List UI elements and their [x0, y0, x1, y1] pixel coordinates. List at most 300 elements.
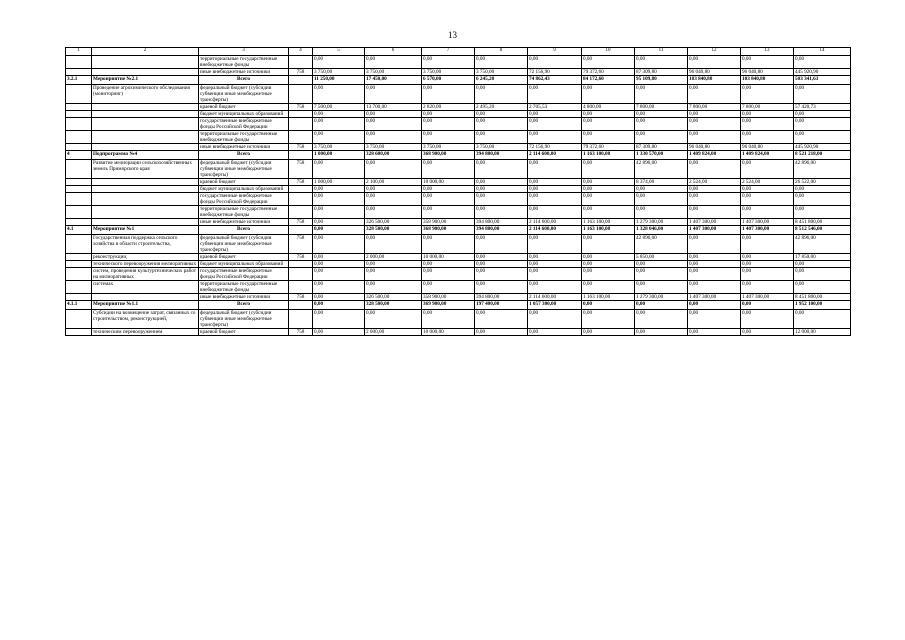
- table-cell: [66, 281, 92, 294]
- table-cell: 0,00: [313, 85, 365, 104]
- table-cell: 0,00: [794, 310, 851, 329]
- table-cell: 326 500,00: [365, 294, 422, 301]
- table-cell: [289, 193, 313, 206]
- table-cell: 0,00: [365, 310, 422, 329]
- table-row: [66, 69, 851, 76]
- table-cell: иные внебюджетные источники: [199, 219, 289, 226]
- table-cell: 0,00: [582, 281, 635, 294]
- table-cell: 0,00: [313, 310, 365, 329]
- table-cell: 8 451 800,00: [794, 219, 851, 226]
- table-cell: [289, 301, 313, 310]
- table-cell: 42 896,00: [635, 160, 688, 179]
- table-cell: 0,00: [635, 131, 688, 144]
- table-row: [66, 76, 851, 85]
- table-cell: территориальные государственные внебюджетные фонды: [199, 206, 289, 219]
- header-cell: 4: [289, 48, 313, 56]
- table-row: [66, 206, 851, 219]
- table-cell: 0,00: [528, 261, 582, 268]
- table-row: [66, 294, 851, 301]
- table-cell: [289, 261, 313, 268]
- table-cell: 0,00: [313, 111, 365, 118]
- table-cell: 0,00: [794, 56, 851, 69]
- table-row: [66, 281, 851, 294]
- table-row: [66, 301, 851, 310]
- table-cell: бюджет муниципальных образований: [199, 111, 289, 118]
- table-cell: 0,00: [365, 268, 422, 281]
- table-cell: 0,00: [365, 160, 422, 179]
- table-cell: 0,00: [688, 131, 741, 144]
- table-cell: 10 000,00: [422, 329, 475, 336]
- table-cell: 0,00: [741, 254, 794, 261]
- table-cell: 7 800,00: [635, 104, 688, 111]
- table-cell: 8 374,00: [635, 179, 688, 186]
- table-cell: 0,00: [794, 268, 851, 281]
- table-cell: 0,00: [582, 179, 635, 186]
- table-cell: 0,00: [688, 85, 741, 104]
- header-cell: 13: [741, 48, 794, 56]
- table-cell: техническим перевооружением: [92, 329, 199, 336]
- table-cell: 4 800,00: [582, 104, 635, 111]
- table-cell: [289, 118, 313, 131]
- table-cell: 0,00: [422, 131, 475, 144]
- table-row: [66, 131, 851, 144]
- table-cell: [92, 69, 199, 76]
- table-cell: 0,00: [422, 268, 475, 281]
- table-cell: 0,00: [688, 329, 741, 336]
- table-cell: 2 114 600,00: [528, 294, 582, 301]
- header-cell: 5: [313, 48, 365, 56]
- table-cell: 2 114 600,00: [528, 226, 582, 235]
- table-cell: государственные внебюджетные фонды Российской Федерации: [199, 193, 289, 206]
- table-cell: [289, 131, 313, 144]
- table-cell: 0,00: [528, 131, 582, 144]
- table-cell: 0,00: [741, 281, 794, 294]
- table-cell: 0,00: [313, 268, 365, 281]
- table-cell: краевой бюджет: [199, 254, 289, 261]
- table-cell: 0,00: [528, 118, 582, 131]
- table-cell: 72 156,90: [528, 144, 582, 151]
- table-cell: 1 000,00: [313, 179, 365, 186]
- table-cell: 95 109,80: [635, 76, 688, 85]
- table-cell: 368 900,00: [422, 226, 475, 235]
- table-cell: 0,00: [365, 118, 422, 131]
- table-cell: 1 409 824,00: [688, 151, 741, 160]
- table-cell: 3 750,00: [475, 69, 528, 76]
- table-cell: 0,00: [794, 85, 851, 104]
- table-cell: 1 407 300,00: [741, 226, 794, 235]
- table-cell: [66, 219, 92, 226]
- table-row: [66, 85, 851, 104]
- table-cell: 0,00: [688, 261, 741, 268]
- table-row: [66, 151, 851, 160]
- table-cell: [66, 193, 92, 206]
- table-cell: 1 000,00: [313, 151, 365, 160]
- table-cell: [289, 281, 313, 294]
- table-cell: 0,00: [313, 329, 365, 336]
- table-cell: реконструкции,: [92, 254, 199, 261]
- table-cell: 0,00: [313, 235, 365, 254]
- table-cell: 0,00: [688, 186, 741, 193]
- table-cell: 0,00: [582, 206, 635, 219]
- table-cell: Государственная поддержка сельского хозяйства в области строительства,: [92, 235, 199, 254]
- table-cell: [92, 294, 199, 301]
- table-row: [66, 268, 851, 281]
- table-cell: [66, 294, 92, 301]
- table-row: [66, 179, 851, 186]
- table-cell: 0,00: [635, 111, 688, 118]
- table-cell: 0,00: [313, 206, 365, 219]
- table-cell: 17 450,00: [365, 76, 422, 85]
- table-cell: 3 750,00: [422, 69, 475, 76]
- table-cell: 0,00: [688, 193, 741, 206]
- table-cell: 0,00: [582, 160, 635, 179]
- table-cell: 0,00: [688, 118, 741, 131]
- table-cell: 42 896,00: [635, 235, 688, 254]
- table-cell: 1 279 300,00: [635, 294, 688, 301]
- table-cell: [289, 85, 313, 104]
- table-cell: 4.1: [66, 226, 92, 235]
- table-cell: 0,00: [635, 301, 688, 310]
- table-cell: [66, 310, 92, 329]
- table-cell: 0,00: [741, 310, 794, 329]
- table-cell: 0,00: [528, 206, 582, 219]
- table-cell: [66, 85, 92, 104]
- table-cell: 1 163 100,00: [582, 226, 635, 235]
- table-cell: 2 820,00: [422, 104, 475, 111]
- table-cell: 0,00: [794, 261, 851, 268]
- table-cell: [289, 151, 313, 160]
- table-cell: 1 279 300,00: [635, 219, 688, 226]
- table-cell: 0,00: [741, 85, 794, 104]
- table-row: [66, 226, 851, 235]
- table-cell: 0,00: [528, 186, 582, 193]
- table-cell: 0,00: [475, 85, 528, 104]
- table-cell: 0,00: [313, 160, 365, 179]
- table-cell: 0,00: [741, 118, 794, 131]
- table-row: [66, 261, 851, 268]
- table-cell: 758: [289, 144, 313, 151]
- table-cell: 0,00: [582, 254, 635, 261]
- table-cell: 0,00: [582, 268, 635, 281]
- table-cell: 13 700,00: [365, 104, 422, 111]
- table-cell: [289, 76, 313, 85]
- table-cell: 0,00: [365, 186, 422, 193]
- table-row: [66, 193, 851, 206]
- table-cell: 1 409 824,00: [741, 151, 794, 160]
- table-row: [66, 186, 851, 193]
- table-cell: 87 309,80: [635, 144, 688, 151]
- table-cell: 3 750,00: [313, 69, 365, 76]
- table-cell: 394 800,00: [475, 226, 528, 235]
- table-cell: 0,00: [635, 281, 688, 294]
- table-cell: технического перевооружения мелиоративных: [92, 261, 199, 268]
- table-cell: [66, 69, 92, 76]
- table-cell: 10 000,00: [422, 179, 475, 186]
- table-cell: 0,00: [422, 118, 475, 131]
- table-cell: 0,00: [475, 179, 528, 186]
- table-cell: 0,00: [365, 235, 422, 254]
- table-cell: 0,00: [582, 193, 635, 206]
- table-cell: 758: [289, 160, 313, 179]
- table-cell: [66, 118, 92, 131]
- table-cell: 0,00: [313, 193, 365, 206]
- table-cell: [66, 131, 92, 144]
- table-cell: 3 750,00: [365, 144, 422, 151]
- header-cell: 6: [365, 48, 422, 56]
- table-cell: 758: [289, 104, 313, 111]
- table-cell: 0,00: [528, 111, 582, 118]
- table-cell: 0,00: [475, 329, 528, 336]
- table-cell: 3 750,00: [422, 144, 475, 151]
- table-row: [66, 219, 851, 226]
- table-cell: 0,00: [422, 186, 475, 193]
- table-cell: 758: [289, 235, 313, 254]
- table-cell: иные внебюджетные источники: [199, 294, 289, 301]
- table-cell: [92, 118, 199, 131]
- table-cell: 0,00: [794, 118, 851, 131]
- table-cell: 0,00: [528, 310, 582, 329]
- table-cell: 0,00: [741, 160, 794, 179]
- header-cell: 12: [688, 48, 741, 56]
- table-cell: 0,00: [313, 261, 365, 268]
- table-cell: 368 900,00: [422, 151, 475, 160]
- table-cell: 369 900,00: [422, 301, 475, 310]
- table-cell: 328 600,00: [365, 151, 422, 160]
- table-cell: территориальные государственные внебюджетные фонды: [199, 281, 289, 294]
- table-cell: 3 750,00: [313, 144, 365, 151]
- table-cell: [66, 160, 92, 179]
- table-cell: 0,00: [475, 206, 528, 219]
- table-cell: 6 570,00: [422, 76, 475, 85]
- table-cell: государственные внебюджетные фонды Российской Федерации: [199, 118, 289, 131]
- table-cell: 87 309,80: [635, 69, 688, 76]
- header-row: [66, 48, 851, 56]
- header-cell: 2: [92, 48, 199, 56]
- table-cell: 2 524,00: [688, 179, 741, 186]
- table-cell: [92, 219, 199, 226]
- table-cell: 0,00: [741, 329, 794, 336]
- table-cell: 0,00: [582, 111, 635, 118]
- table-cell: 758: [289, 69, 313, 76]
- table-cell: 96 040,80: [688, 144, 741, 151]
- table-cell: [66, 254, 92, 261]
- table-cell: [92, 56, 199, 69]
- table-cell: 0,00: [422, 56, 475, 69]
- table-cell: 0,00: [582, 118, 635, 131]
- table-cell: 42 896,00: [794, 235, 851, 254]
- table-cell: 0,00: [741, 235, 794, 254]
- budget-table: [65, 47, 851, 336]
- table-cell: 0,00: [635, 206, 688, 219]
- table-cell: иные внебюджетные источники: [199, 69, 289, 76]
- table-cell: 3 750,00: [365, 69, 422, 76]
- table-cell: 0,00: [794, 131, 851, 144]
- table-cell: федеральный бюджет (субсидии субвенции иные межбюджетные трансферты): [199, 310, 289, 329]
- table-cell: 0,00: [422, 111, 475, 118]
- table-row: [66, 144, 851, 151]
- table-cell: 6 245,20: [475, 76, 528, 85]
- table-cell: 10 000,00: [422, 254, 475, 261]
- table-cell: Мероприятие №1.1: [92, 301, 199, 310]
- table-cell: 0,00: [688, 268, 741, 281]
- table-cell: 445 920,90: [794, 144, 851, 151]
- table-cell: 0,00: [313, 294, 365, 301]
- table-cell: 0,00: [422, 160, 475, 179]
- table-cell: 0,00: [422, 235, 475, 254]
- table-cell: 758: [289, 329, 313, 336]
- table-cell: 1 163 100,00: [582, 294, 635, 301]
- table-cell: 7 800,00: [741, 104, 794, 111]
- table-cell: территориальные государственные внебюджетные фонды: [199, 56, 289, 69]
- table-cell: системах: [92, 281, 199, 294]
- table-cell: [92, 206, 199, 219]
- table-cell: Всего: [199, 301, 289, 310]
- table-cell: 0,00: [635, 261, 688, 268]
- table-cell: 0,00: [365, 56, 422, 69]
- table-body: [66, 48, 851, 336]
- table-cell: Всего: [199, 151, 289, 160]
- table-cell: 0,00: [635, 193, 688, 206]
- table-cell: федеральный бюджет (субсидии субвенции иные межбюджетные трансферты): [199, 235, 289, 254]
- table-cell: 0,00: [528, 329, 582, 336]
- table-cell: [92, 193, 199, 206]
- table-cell: 1 057 300,00: [528, 301, 582, 310]
- table-cell: 0,00: [635, 56, 688, 69]
- table-cell: 11 250,00: [313, 76, 365, 85]
- table-cell: [66, 56, 92, 69]
- table-cell: 197 400,00: [475, 301, 528, 310]
- table-row: [66, 111, 851, 118]
- table-cell: [92, 144, 199, 151]
- table-cell: [66, 104, 92, 111]
- table-cell: 0,00: [741, 268, 794, 281]
- table-cell: 0,00: [475, 160, 528, 179]
- table-cell: [66, 268, 92, 281]
- table-cell: [92, 111, 199, 118]
- table-cell: Всего: [199, 226, 289, 235]
- table-cell: 0,00: [475, 193, 528, 206]
- table-cell: 394 800,00: [475, 151, 528, 160]
- header-cell: 10: [582, 48, 635, 56]
- table-cell: 0,00: [528, 179, 582, 186]
- table-cell: 3.2.1: [66, 76, 92, 85]
- table-row: [66, 104, 851, 111]
- table-cell: Всего: [199, 76, 289, 85]
- table-cell: 96 040,80: [741, 69, 794, 76]
- table-cell: [289, 56, 313, 69]
- table-cell: 0,00: [688, 301, 741, 310]
- table-row: [66, 329, 851, 336]
- table-cell: 72 156,90: [528, 69, 582, 76]
- table-cell: Проведение агрохимического обследования (мониторинг): [92, 85, 199, 104]
- table-cell: 0,00: [794, 186, 851, 193]
- table-cell: 8 521 218,00: [794, 151, 851, 160]
- table-cell: [289, 206, 313, 219]
- table-cell: 0,00: [794, 111, 851, 118]
- table-cell: 0,00: [365, 206, 422, 219]
- table-cell: 503 341,63: [794, 76, 851, 85]
- table-cell: 0,00: [741, 56, 794, 69]
- table-cell: 358 900,00: [422, 294, 475, 301]
- table-cell: 0,00: [422, 310, 475, 329]
- table-cell: 758: [289, 254, 313, 261]
- table-cell: 2 114 600,00: [528, 219, 582, 226]
- table-cell: 0,00: [313, 254, 365, 261]
- table-cell: 0,00: [794, 281, 851, 294]
- table-cell: краевой бюджет: [199, 179, 289, 186]
- table-cell: краевой бюджет: [199, 104, 289, 111]
- table-row: [66, 254, 851, 261]
- table-cell: 0,00: [688, 254, 741, 261]
- header-cell: 8: [475, 48, 528, 56]
- table-cell: 7 800,00: [688, 104, 741, 111]
- table-cell: государственные внебюджетные фонды Российской Федерации: [199, 268, 289, 281]
- table-cell: [92, 186, 199, 193]
- table-row: [66, 56, 851, 69]
- table-cell: 0,00: [422, 281, 475, 294]
- table-cell: Мероприятие №1: [92, 226, 199, 235]
- table-cell: [66, 206, 92, 219]
- table-cell: 74 862,43: [528, 76, 582, 85]
- table-cell: 0,00: [422, 261, 475, 268]
- table-cell: 1 330 570,00: [635, 151, 688, 160]
- table-cell: федеральный бюджет (субсидии субвенции иные межбюджетные трансферты): [199, 85, 289, 104]
- table-cell: [66, 144, 92, 151]
- table-cell: 0,00: [528, 56, 582, 69]
- table-cell: 0,00: [528, 85, 582, 104]
- table-cell: 394 800,00: [475, 219, 528, 226]
- header-cell: 9: [528, 48, 582, 56]
- table-cell: 0,00: [741, 193, 794, 206]
- table-cell: [66, 235, 92, 254]
- header-cell: 3: [199, 48, 289, 56]
- table-cell: 0,00: [422, 85, 475, 104]
- table-cell: Развитие мелиорации сельскохозяйственных земель Приморского края: [92, 160, 199, 179]
- table-cell: [92, 131, 199, 144]
- table-cell: 0,00: [528, 235, 582, 254]
- table-cell: 0,00: [475, 118, 528, 131]
- table-cell: 0,00: [475, 56, 528, 69]
- table-cell: 2 100,00: [365, 179, 422, 186]
- table-cell: 96 040,80: [688, 69, 741, 76]
- table-cell: 103 840,80: [688, 76, 741, 85]
- table-cell: 1 407 300,00: [688, 219, 741, 226]
- header-cell: 14: [794, 48, 851, 56]
- table-cell: 1 407 300,00: [741, 219, 794, 226]
- table-cell: 0,00: [635, 310, 688, 329]
- table-cell: Мероприятие №2.1: [92, 76, 199, 85]
- table-cell: 1 163 100,00: [582, 151, 635, 160]
- table-cell: 0,00: [365, 131, 422, 144]
- table-cell: 0,00: [313, 131, 365, 144]
- table-cell: 4: [66, 151, 92, 160]
- table-cell: [289, 310, 313, 329]
- table-cell: 0,00: [635, 186, 688, 193]
- table-cell: 57 420,73: [794, 104, 851, 111]
- table-cell: краевой бюджет: [199, 329, 289, 336]
- table-cell: территориальные государственные внебюджетные фонды: [199, 131, 289, 144]
- table-cell: 0,00: [741, 261, 794, 268]
- table-cell: 328 500,00: [365, 226, 422, 235]
- table-cell: 0,00: [582, 85, 635, 104]
- table-cell: [289, 268, 313, 281]
- table-cell: 0,00: [582, 261, 635, 268]
- table-cell: 0,00: [741, 206, 794, 219]
- table-cell: 0,00: [313, 226, 365, 235]
- table-cell: 0,00: [688, 310, 741, 329]
- table-cell: 0,00: [313, 56, 365, 69]
- table-cell: 0,00: [635, 85, 688, 104]
